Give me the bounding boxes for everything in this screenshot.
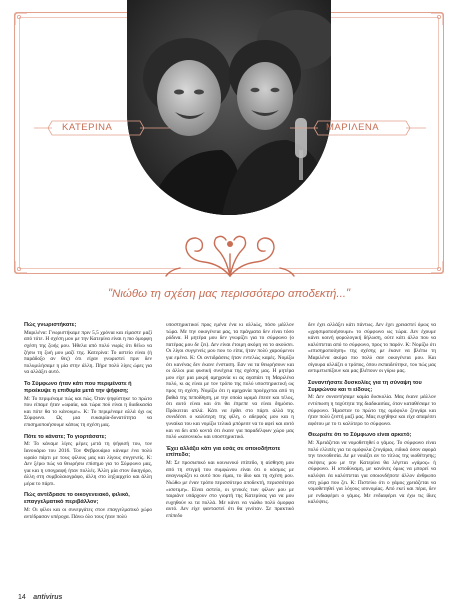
column-2 <box>166 322 294 578</box>
page-footer <box>18 586 63 600</box>
column-3 <box>308 322 436 578</box>
column-1 <box>24 322 152 578</box>
question-heading: Συναντήσατε δυσκολίες για τη σύναψη του Συμφώνου και τι είδους; <box>308 379 422 393</box>
question-heading: Πότε το κάνατε; Το γιορτάσατε; <box>24 433 107 440</box>
frame-corner-icon <box>430 12 444 26</box>
question-heading: Το Σύμφωνο ήταν κάτι που περιμένατε ή προέκυψε η επιθυμία μετά την ψήφιση; <box>24 380 132 394</box>
name-label-left <box>32 120 172 136</box>
answer-paragraph: Μαριλένα: Γνωριστήκαμε πριν 5,5 χρόνια και είμαστε μαζί από τότε. Η σχέση μου με την Κατερίνα είναι η πιο όμορφη σχέση της ζωής μου. Ήθελα από πολύ νωρίς ότι θέλω να ζήσω τη ζωή μου μαζί της. Κατερίνα: Το αστείο είναι (ή παράδοξο αν θες) ότι είχαν γνωριστεί πριν δεν πολυμιλήσαμε η μία στην άλλη. Πήρε πολύ λίγες ώρες για να αλλάξει αυτό. <box>24 329 152 376</box>
name-label-right <box>288 120 428 136</box>
answer-paragraph: Μ: Το κάναμε λίγες μέρες μετά τη ψήφισή του, τον Ιανουάριο του 2016. Τον Φεβρουάριο κάναμε ένα πολύ ωραίο πάρτι με τους φίλους μας και λίγους συγγενείς. Κ: Δεν ξέρω πώς να θεωρήσω επίσημο για το Σύμφωνο μας, για και η υπογραφή ήταν πολλές. Άλλη μία στον δικηγόρο, άλλη στη συμβολαιογράφο, άλλη στο ληξιαρχείο και άλλη μέρα το πάρτι. <box>24 441 152 487</box>
frame-corner-icon <box>430 260 444 274</box>
question-heading: Έχει αλλάξει κάτι για εσάς σε οποιοδήποτε επίπεδο; <box>166 445 281 459</box>
brand-logo: antivirus <box>33 594 63 600</box>
answer-paragraph: Μ: Χρειάζεται να νομοθετηθεί ο γάμος. Το σύμφωνο είναι πολύ ελλιπές για τα ομόφυλα ζευγάρια, ειδικά όσον αφορά την τεκνοθεσία. Δε με νοιάζει αν το τίτλος της υιοθέτησης; σκέψεις μου με την Κατερίνα θα λέγεται «γάμος» ή σύμφωνο. Η ιστοδύναμη, με κανόνες όμως να μπορεί να καλύψει έα καλύπτεται για οποιονδήποτε άλλον άνθρωπο στη χώρα που ζει. Κ: Πιστεύω ότι ο γάμος χρειάζεται να νομοθετηθεί για λόγους ισονομίας. Από εκεί και πέρα, δεν με ενδιαφέρει ο γάμος. Με ενδιαφέρει να έχω τις ίδιες καλύψεις. <box>308 440 436 506</box>
answer-paragraph: Μ: Δεν συναντήσαμε καμία δυσκολία. Μας έκανε μάλλον εντύπωση η ταχύτητα της διαδικασίας, όταν καταθέσαμε το σύμφωνο. Ήμασταν το πρώτο της ομόφυλο ζευγάρι και ήταν πολύ ζεστή μαζί μας. Μας ευχήθηκε και είχε απαρέσει αφότου με το τι καλύτερο το σύμφωνο. <box>308 394 436 427</box>
page-number: 14 <box>18 594 26 600</box>
answer-paragraph: Μ: Το περιμέναμε πώς και πώς. Όταν ψηφίστηκε το πρώτο που είπαμε ήταν «ωραία, και τώρα πού είναι η διαδικασία και πότε θα το κάνουμε». Κ: Το περιμέναμε αλλά όχι ως Σύμφωνο. Ως μια ευκαιρία-δυνατότητα να επισημοποιήσουμε κάπως τη σχέση μας. <box>24 395 152 428</box>
couple-photo-illustration <box>127 0 331 215</box>
answer-paragraph: Μ: Οι φίλοι και οι συνεργάτες στον επαγγελματικό χώρο αντέδρασαν υπέροχα. Πάνω όλο τους ήταν πολύ <box>24 507 152 520</box>
couple-photo <box>127 0 331 215</box>
answer-paragraph: δεν έχει αλλάξει κάτι πάντως. Δεν έχει χρειαστεί όμως να «χρησιμοποιήσουμε» το σύμφωνο ως τώρα. Δεν έχουμε κάνει κοινή φορολογική δήλωση, ούτε κάτι άλλο που να καλύπτεται από το σύμφωνο, προς το παρόν. Κ: Νομίζω ότι «επισημοποίηση» της σχέσης με έκανε να βλέπω τη Μαριλένα ακόμα πιο πολύ σαν οικογένεια μου. Και σίγουρα αλλάζει ο τρόπος, όπου εκπαιδεύτηκε, του πώς μας αντιμετωπίζουν και μας βλέπουν οι γύρω μας. <box>308 322 436 375</box>
article-body <box>24 322 440 578</box>
frame-corner-icon <box>14 12 28 26</box>
answer-paragraph: Μ: Σε προσωπικό και κοινωνικό επίπεδο, η αίσθηση μου από τη στιγμή του συμφώνου είναι ότι ο κόσμος με αναγνωρίζει κι αυτό που είμαι, το ίδιο και τη σχέση μου. Νιώθω με έναν τρόπο περισσότερο αποδεκτή, περισσότερο «ισοτιμη». Είναι αστείο, οι γενικές των φίλων μου με ταιριάνε υπάρχουν στο γιορτή της Κατερίνας για να μου ευχηθούν κι τα πολλά. Με κάνει να νιώθω πολύ όμορφα αυτό. Δεν είχε φανταστεί ότι θα γινόταν. Σε πρακτικό επίπεδο <box>166 460 294 520</box>
frame-corner-icon <box>14 260 28 274</box>
name-katerina: ΚΑΤΕΡΙΝΑ <box>62 122 113 133</box>
answer-paragraph: υποστηρικτικοί προς εμένα ένα κι αλλιώς, πόσο μάλλον τώρα. Με την οικογένεια μας, τα πράγματα δεν είναι τόσο ρόδινα. Η μητέρα μου δεν γνωρίζει για το σύμφωνο (ο πατέρας μου δε ζει). Δεν είναι έτοιμη ακόμη να το ακούσει. Οι λίγοι συγγενείς μου που το είπα, ήταν πολύ χαρούμενοι για εμένα. Κ: Οι αντιδράσεις ήταν εντελώς καρές. Νομίζω ότι κανένας δεν έκανε ένσταση. Εαν να τα θεωρήσουν και οι άλλοι μια φυσική συνέχεια της σχέσης μας. Η μητέρα μου είχε μια μικρή αμηχανία κι ας αγαπάει τη Μαριλένα πολύ, κι ας είναι με τον τρόπο της πολύ υποστηρικτική ως προς τη σχέση. Νομίζω ότι η αμηχανία προέρχεται από τη βαθιά της πεποίθηση, με την οποία ωριμά έπεσε και τέλος, ότι αυτό είναι και ότι θα έπρεπε να είναι δημόσιο. Πρόκειται απλά. Κάτι να έρθει στο πάρτι αλλά της συνιδέσει ο καλύτερη της φίλη, ο αδερφός μου και η γυναίκα του και νομίζω τελικά μπόρεσε να το αφεί και αυτό και να δει από κοντά ότι έκανε για παραδέλφων χώρο μας πολύ «κανονικό» και υποστηρικτικό. <box>166 322 294 441</box>
question-heading: Θεωρείτε ότι το Σύμφωνο είναι αρκετό; <box>308 432 412 439</box>
scroll-ornament-icon <box>160 224 300 284</box>
pull-quote: "Νιώθω τη σχέση μας περισσότερο αποδεκτή..." <box>107 288 351 300</box>
question-heading: Πώς αντέδρασε το οικογενειακό, φιλικό, επαγγελματικό περιβάλλον; <box>24 492 130 506</box>
question-heading: Πώς γνωριστήκατε; <box>24 322 77 328</box>
name-marilena: ΜΑΡΙΛΕΝΑ <box>326 122 380 133</box>
